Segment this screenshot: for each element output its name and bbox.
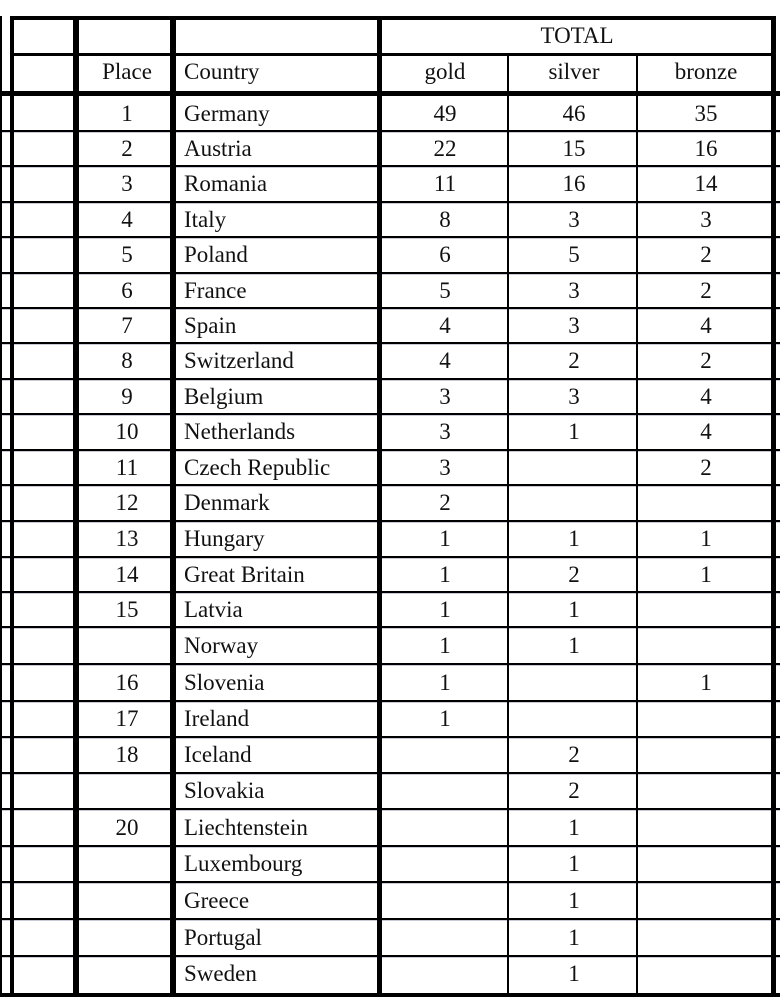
row-18-country: Ireland	[184, 706, 250, 731]
row-14-country: Great Britain	[184, 562, 305, 587]
row-1-place: 1	[121, 101, 133, 126]
grid-line	[0, 522, 780, 523]
row-8-place: 8	[121, 348, 133, 373]
grid-line	[10, 16, 776, 20]
row-10-gold: 3	[439, 419, 451, 444]
row-1-bronze: 35	[694, 101, 718, 126]
row-6-silver: 3	[568, 278, 580, 303]
grid-line	[10, 53, 776, 56]
grid-line	[0, 920, 780, 921]
row-9-bronze: 4	[700, 384, 712, 409]
grid-line	[0, 993, 780, 997]
row-17-bronze: 1	[700, 670, 712, 695]
header-silver: silver	[548, 59, 600, 84]
grid-line	[0, 486, 780, 487]
header-total: TOTAL	[540, 23, 614, 48]
row-14-bronze: 1	[700, 562, 712, 587]
row-16-gold: 1	[439, 633, 451, 658]
row-10-place: 10	[115, 419, 139, 444]
grid-line	[0, 810, 780, 811]
row-7-place: 7	[121, 313, 133, 338]
grid-line	[0, 91, 780, 96]
row-7-bronze: 4	[700, 313, 712, 338]
row-24-country: Portugal	[184, 925, 262, 950]
grid-line	[0, 558, 780, 559]
row-6-place: 6	[121, 278, 133, 303]
row-11-gold: 3	[439, 455, 451, 480]
row-5-silver: 5	[568, 242, 580, 267]
grid-line	[0, 451, 780, 452]
grid-line	[0, 203, 780, 204]
row-23-silver: 1	[568, 888, 580, 913]
grid-line	[0, 738, 780, 739]
row-12-gold: 2	[439, 490, 451, 515]
row-21-place: 20	[115, 815, 139, 840]
row-1-silver: 46	[562, 101, 586, 126]
row-14-silver: 2	[568, 562, 580, 587]
row-4-place: 4	[121, 207, 133, 232]
row-10-country: Netherlands	[184, 419, 296, 444]
row-3-gold: 11	[433, 171, 457, 196]
row-24-silver: 1	[568, 925, 580, 950]
row-9-gold: 3	[439, 384, 451, 409]
row-12-place: 12	[115, 490, 139, 515]
row-10-silver: 1	[568, 419, 580, 444]
grid-line	[0, 593, 780, 594]
grid-line	[0, 132, 780, 133]
grid-line	[0, 957, 780, 958]
row-22-silver: 1	[568, 851, 580, 876]
row-15-gold: 1	[439, 597, 451, 622]
row-1-country: Germany	[184, 101, 270, 126]
row-17-country: Slovenia	[184, 670, 265, 695]
grid-line	[771, 16, 776, 996]
row-7-silver: 3	[568, 313, 580, 338]
row-9-place: 9	[121, 384, 133, 409]
grid-line	[0, 274, 780, 275]
grid-line	[0, 415, 780, 416]
row-4-country: Italy	[184, 207, 227, 232]
row-19-country: Iceland	[184, 742, 252, 767]
grid-line	[0, 16, 2, 996]
grid-line	[0, 665, 780, 666]
row-3-bronze: 14	[694, 171, 718, 196]
row-2-bronze: 16	[694, 136, 718, 161]
row-19-silver: 2	[568, 742, 580, 767]
row-20-silver: 2	[568, 778, 580, 803]
row-22-country: Luxembourg	[184, 851, 303, 876]
row-8-bronze: 2	[700, 348, 712, 373]
row-17-gold: 1	[439, 670, 451, 695]
row-11-place: 11	[115, 455, 139, 480]
row-6-bronze: 2	[700, 278, 712, 303]
row-1-gold: 49	[433, 101, 457, 126]
row-13-silver: 1	[568, 526, 580, 551]
row-7-country: Spain	[184, 313, 237, 338]
grid-line	[0, 167, 780, 168]
row-18-gold: 1	[439, 706, 451, 731]
row-14-gold: 1	[439, 562, 451, 587]
grid-line	[0, 380, 780, 381]
row-21-silver: 1	[568, 815, 580, 840]
row-4-gold: 8	[439, 207, 451, 232]
header-bronze: bronze	[674, 59, 738, 84]
row-15-country: Latvia	[184, 597, 243, 622]
row-5-place: 5	[121, 242, 133, 267]
row-16-country: Norway	[184, 633, 259, 658]
row-21-country: Liechtenstein	[184, 815, 308, 840]
row-5-country: Poland	[184, 242, 248, 267]
header-country: Country	[184, 59, 260, 84]
row-10-bronze: 4	[700, 419, 712, 444]
header-gold: gold	[424, 59, 466, 84]
row-13-country: Hungary	[184, 526, 265, 551]
grid-line	[0, 238, 780, 239]
row-11-country: Czech Republic	[184, 455, 331, 480]
row-5-bronze: 2	[700, 242, 712, 267]
grid-line	[0, 309, 780, 310]
row-8-gold: 4	[439, 348, 451, 373]
grid-line	[0, 628, 780, 629]
grid-line	[73, 16, 79, 996]
row-19-place: 18	[115, 742, 139, 767]
grid-line	[0, 344, 780, 345]
row-13-place: 13	[115, 526, 139, 551]
row-12-country: Denmark	[184, 490, 270, 515]
row-16-silver: 1	[568, 633, 580, 658]
grid-line	[10, 16, 14, 996]
row-25-country: Sweden	[184, 961, 257, 986]
row-18-place: 17	[115, 706, 139, 731]
row-2-place: 2	[121, 136, 133, 161]
grid-line	[0, 702, 780, 703]
row-13-gold: 1	[439, 526, 451, 551]
row-3-country: Romania	[184, 171, 268, 196]
row-15-silver: 1	[568, 597, 580, 622]
row-8-country: Switzerland	[184, 348, 294, 373]
row-9-country: Belgium	[184, 384, 264, 409]
row-2-silver: 15	[562, 136, 586, 161]
row-14-place: 14	[115, 562, 139, 587]
grid-line	[0, 883, 780, 884]
row-17-place: 16	[115, 670, 139, 695]
row-5-gold: 6	[439, 242, 451, 267]
row-4-silver: 3	[568, 207, 580, 232]
row-23-country: Greece	[184, 888, 250, 913]
header-place: Place	[102, 59, 152, 84]
row-15-place: 15	[115, 597, 139, 622]
row-3-silver: 16	[562, 171, 586, 196]
grid-line	[0, 847, 780, 848]
row-6-country: France	[184, 278, 247, 303]
grid-line	[0, 774, 780, 775]
row-2-gold: 22	[433, 136, 457, 161]
row-2-country: Austria	[184, 136, 252, 161]
row-9-silver: 3	[568, 384, 580, 409]
row-6-gold: 5	[439, 278, 451, 303]
row-8-silver: 2	[568, 348, 580, 373]
row-13-bronze: 1	[700, 526, 712, 551]
row-4-bronze: 3	[700, 207, 712, 232]
row-7-gold: 4	[439, 313, 451, 338]
row-20-country: Slovakia	[184, 778, 265, 803]
row-3-place: 3	[121, 171, 133, 196]
row-11-bronze: 2	[700, 455, 712, 480]
row-25-silver: 1	[568, 961, 580, 986]
